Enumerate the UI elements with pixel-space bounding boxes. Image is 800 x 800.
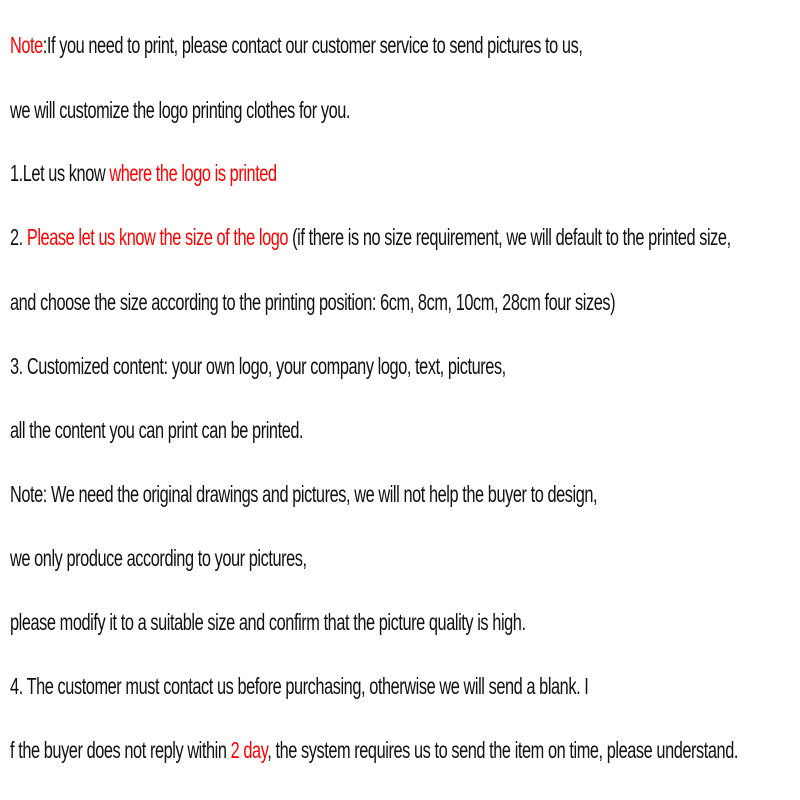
step-4-continuation (10, 735, 738, 765)
design-note-continuation-1-text: we only produce according to your pictures, (10, 545, 307, 571)
step-1-highlight: where the logo is printed (109, 160, 277, 186)
notice-line-2 (10, 95, 350, 125)
notice-line-1 (10, 30, 582, 60)
step-4-continuation-lead: f the buyer does not reply within (10, 737, 231, 763)
notice-line-2-text: we will customize the logo printing clothes for you. (10, 97, 351, 123)
step-3-continuation-text: all the content you can print can be printed. (10, 417, 304, 443)
reply-deadline-highlight: 2 day (230, 737, 268, 763)
design-note-text: Note: We need the original drawings and pictures, we will not help the buyer to design, (10, 481, 598, 507)
step-1-line (10, 158, 277, 188)
step-2-continuation (10, 287, 615, 317)
step-2-sizes-text: and choose the size according to the printing position: 6cm, 8cm, 10cm, 28cm four sizes) (10, 289, 616, 315)
notice-line-1-text: :If you need to print, please contact our customer service to send pictures to us, (42, 32, 583, 58)
step-2-line (10, 222, 731, 252)
step-2-number: 2. (10, 224, 27, 250)
step-3-text: 3. Customized content: your own logo, your company logo, text, pictures, (10, 353, 506, 379)
step-4-continuation-text: , the system requires us to send the item on time, please understand. (267, 737, 738, 763)
design-note-continuation-2 (10, 607, 526, 637)
step-2-text: (if there is no size requirement, we will default to the printed size, (288, 224, 731, 250)
step-4-text: 4. The customer must contact us before purchasing, otherwise we will send a blank. I (10, 673, 589, 699)
step-1-text: 1.Let us know (10, 160, 110, 186)
design-note-continuation-1 (10, 543, 307, 573)
design-note-line (10, 479, 597, 509)
note-label: Note (10, 32, 43, 58)
design-note-continuation-2-text: please modify it to a suitable size and confirm that the picture quality is high. (10, 609, 526, 635)
step-4-line (10, 671, 588, 701)
step-2-highlight: Please let us know the size of the logo (26, 224, 289, 250)
step-3-continuation (10, 415, 303, 445)
step-3-line (10, 351, 506, 381)
